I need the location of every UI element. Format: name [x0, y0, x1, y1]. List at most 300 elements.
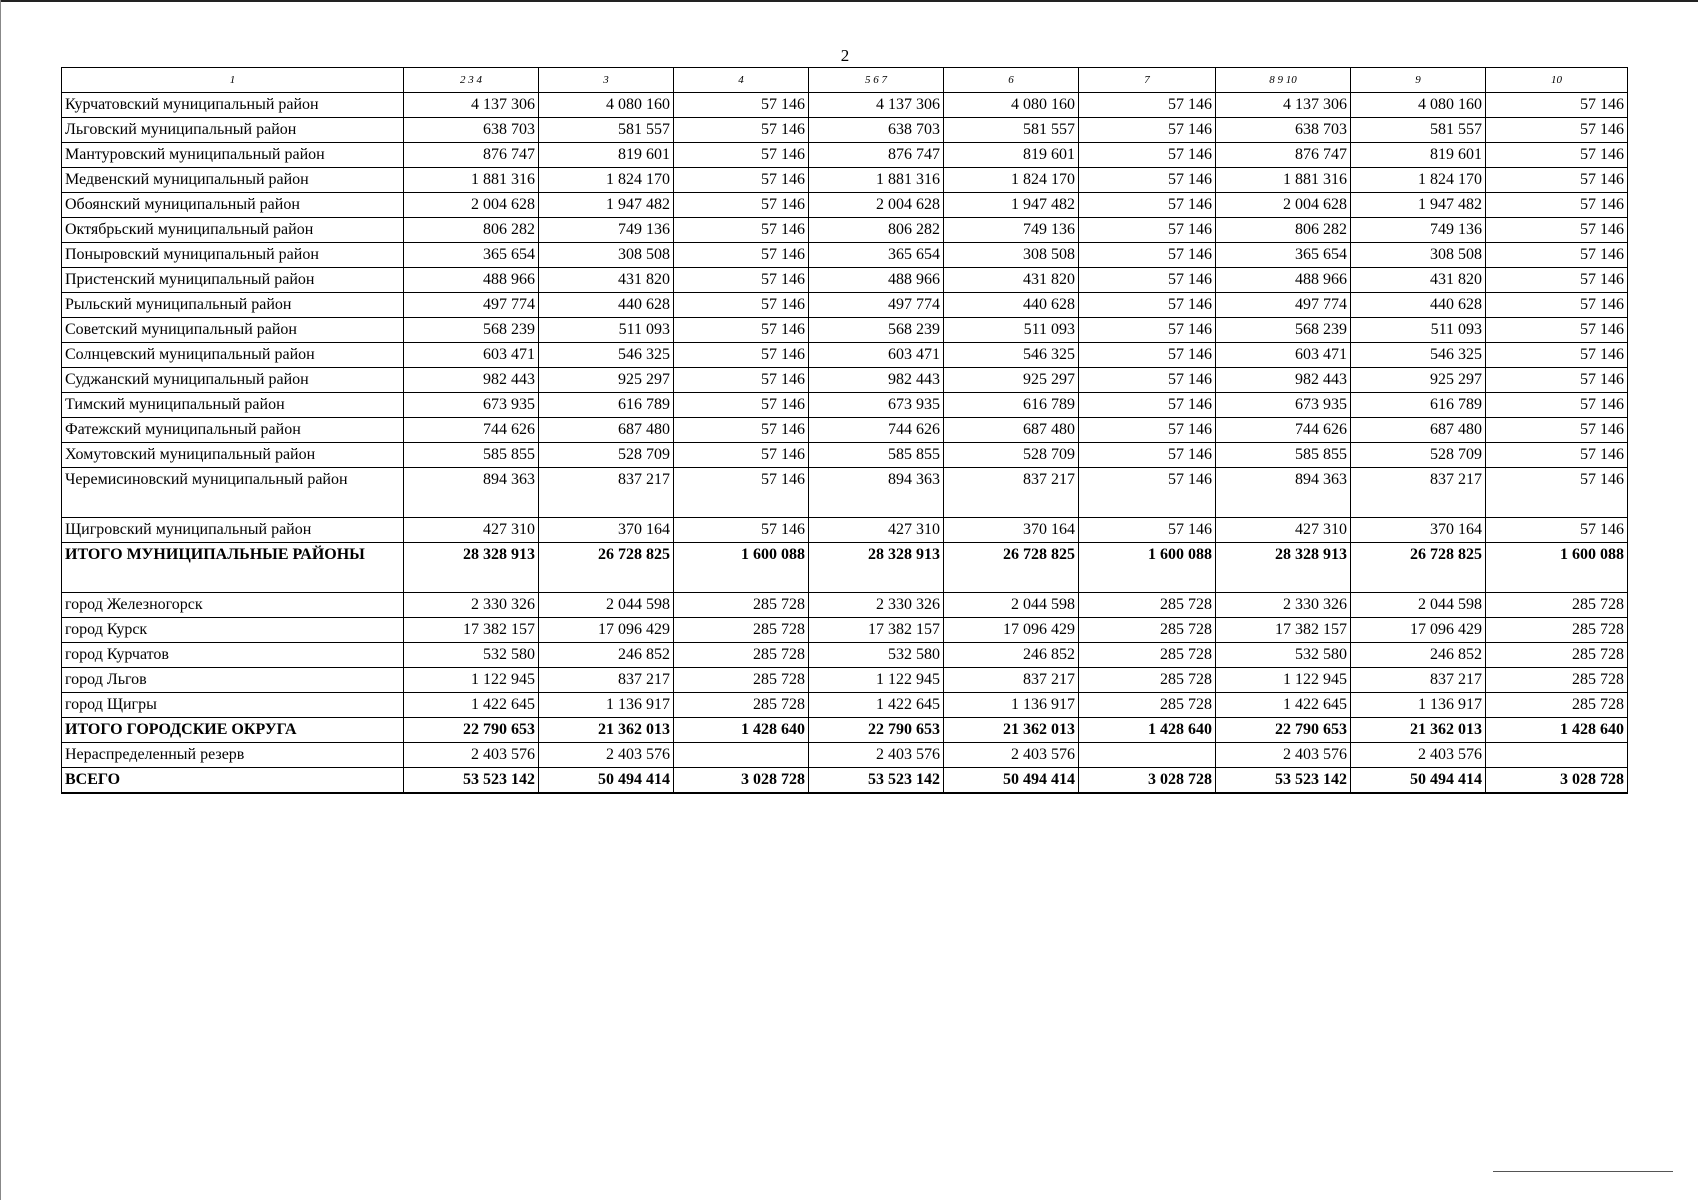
- value-cell-col-5: 1 122 945: [809, 668, 944, 693]
- value-cell-col-8: 1 422 645: [1216, 693, 1351, 718]
- table-row: [62, 393, 1628, 418]
- value-cell-col-9: 528 709: [1351, 443, 1486, 468]
- value-cell-col-8: 894 363: [1216, 468, 1351, 518]
- value-cell-col-2: 488 966: [404, 268, 539, 293]
- row-name-cell: Октябрьский муниципальный район: [62, 218, 404, 243]
- value-cell-col-8: 4 137 306: [1216, 93, 1351, 118]
- value-cell-col-2: 585 855: [404, 443, 539, 468]
- value-cell-col-6: 26 728 825: [944, 543, 1079, 593]
- row-name-cell: город Железногорск: [62, 593, 404, 618]
- value-cell-col-7: [1079, 743, 1216, 768]
- value-cell-col-9: 511 093: [1351, 318, 1486, 343]
- value-cell-col-9: 431 820: [1351, 268, 1486, 293]
- value-cell-col-9: 1 947 482: [1351, 193, 1486, 218]
- value-cell-col-9: 837 217: [1351, 668, 1486, 693]
- table-row: [62, 118, 1628, 143]
- value-cell-col-8: 568 239: [1216, 318, 1351, 343]
- row-name-cell: Пристенский муниципальный район: [62, 268, 404, 293]
- value-cell-col-3: 837 217: [539, 468, 674, 518]
- value-cell-col-3: 616 789: [539, 393, 674, 418]
- scan-left-edge: [0, 0, 1, 1200]
- table-row: [62, 193, 1628, 218]
- value-cell-col-7: 57 146: [1079, 468, 1216, 518]
- value-cell-col-10: 57 146: [1486, 393, 1628, 418]
- value-cell-col-10: 57 146: [1486, 343, 1628, 368]
- row-name-cell: Курчатовский муниципальный район: [62, 93, 404, 118]
- total-row: [62, 718, 1628, 743]
- value-cell-col-6: 546 325: [944, 343, 1079, 368]
- value-cell-col-5: 1 881 316: [809, 168, 944, 193]
- value-cell-col-9: 440 628: [1351, 293, 1486, 318]
- value-cell-col-7: 57 146: [1079, 518, 1216, 543]
- table-row: [62, 643, 1628, 668]
- value-cell-col-4: 57 146: [674, 293, 809, 318]
- value-cell-col-10: 57 146: [1486, 118, 1628, 143]
- value-cell-col-9: 308 508: [1351, 243, 1486, 268]
- value-cell-col-3: 819 601: [539, 143, 674, 168]
- value-cell-col-9: 687 480: [1351, 418, 1486, 443]
- value-cell-col-7: 285 728: [1079, 668, 1216, 693]
- column-number-3: 3: [539, 68, 674, 93]
- value-cell-col-8: 497 774: [1216, 293, 1351, 318]
- value-cell-col-8: 1 122 945: [1216, 668, 1351, 693]
- value-cell-col-9: 581 557: [1351, 118, 1486, 143]
- row-name-cell: Льговский муниципальный район: [62, 118, 404, 143]
- value-cell-col-6: 1 947 482: [944, 193, 1079, 218]
- value-cell-col-7: 57 146: [1079, 193, 1216, 218]
- table-row: [62, 443, 1628, 468]
- table-row: [62, 318, 1628, 343]
- value-cell-col-8: 744 626: [1216, 418, 1351, 443]
- value-cell-col-6: 925 297: [944, 368, 1079, 393]
- value-cell-col-4: 285 728: [674, 668, 809, 693]
- row-name-cell: город Курск: [62, 618, 404, 643]
- value-cell-col-5: 585 855: [809, 443, 944, 468]
- value-cell-col-5: 365 654: [809, 243, 944, 268]
- column-number-7: 7: [1079, 68, 1216, 93]
- value-cell-col-6: 370 164: [944, 518, 1079, 543]
- value-cell-col-3: 26 728 825: [539, 543, 674, 593]
- value-cell-col-2: 532 580: [404, 643, 539, 668]
- table-body: [62, 68, 1628, 794]
- value-cell-col-8: 1 881 316: [1216, 168, 1351, 193]
- value-cell-col-8: 982 443: [1216, 368, 1351, 393]
- value-cell-col-7: 1 600 088: [1079, 543, 1216, 593]
- row-name-cell: Солнцевский муниципальный район: [62, 343, 404, 368]
- value-cell-col-5: 53 523 142: [809, 768, 944, 794]
- value-cell-col-7: 3 028 728: [1079, 768, 1216, 794]
- value-cell-col-5: 638 703: [809, 118, 944, 143]
- value-cell-col-10: 285 728: [1486, 643, 1628, 668]
- value-cell-col-4: 285 728: [674, 593, 809, 618]
- value-cell-col-9: 546 325: [1351, 343, 1486, 368]
- value-cell-col-2: 982 443: [404, 368, 539, 393]
- value-cell-col-4: 57 146: [674, 468, 809, 518]
- value-cell-col-6: 528 709: [944, 443, 1079, 468]
- table-row: [62, 368, 1628, 393]
- value-cell-col-6: 616 789: [944, 393, 1079, 418]
- value-cell-col-8: 17 382 157: [1216, 618, 1351, 643]
- value-cell-col-6: 4 080 160: [944, 93, 1079, 118]
- value-cell-col-5: 876 747: [809, 143, 944, 168]
- value-cell-col-6: 50 494 414: [944, 768, 1079, 794]
- value-cell-col-8: 53 523 142: [1216, 768, 1351, 794]
- value-cell-col-6: 819 601: [944, 143, 1079, 168]
- value-cell-col-4: 57 146: [674, 168, 809, 193]
- value-cell-col-10: 57 146: [1486, 218, 1628, 243]
- value-cell-col-7: 57 146: [1079, 368, 1216, 393]
- value-cell-col-5: 1 422 645: [809, 693, 944, 718]
- value-cell-col-5: 982 443: [809, 368, 944, 393]
- value-cell-col-3: 837 217: [539, 668, 674, 693]
- value-cell-col-10: 57 146: [1486, 243, 1628, 268]
- value-cell-col-6: 749 136: [944, 218, 1079, 243]
- value-cell-col-9: 837 217: [1351, 468, 1486, 518]
- value-cell-col-5: 17 382 157: [809, 618, 944, 643]
- value-cell-col-2: 53 523 142: [404, 768, 539, 794]
- value-cell-col-6: 687 480: [944, 418, 1079, 443]
- value-cell-col-2: 806 282: [404, 218, 539, 243]
- value-cell-col-6: 1 824 170: [944, 168, 1079, 193]
- value-cell-col-2: 365 654: [404, 243, 539, 268]
- value-cell-col-9: 749 136: [1351, 218, 1486, 243]
- column-number-6: 6: [944, 68, 1079, 93]
- value-cell-col-4: 57 146: [674, 193, 809, 218]
- value-cell-col-8: 2 004 628: [1216, 193, 1351, 218]
- value-cell-col-8: 603 471: [1216, 343, 1351, 368]
- value-cell-col-9: 246 852: [1351, 643, 1486, 668]
- value-cell-col-7: 285 728: [1079, 693, 1216, 718]
- value-cell-col-8: 2 330 326: [1216, 593, 1351, 618]
- value-cell-col-6: 511 093: [944, 318, 1079, 343]
- table-row: [62, 218, 1628, 243]
- value-cell-col-4: 57 146: [674, 443, 809, 468]
- table-row: [62, 293, 1628, 318]
- row-name-cell: Щигровский муниципальный район: [62, 518, 404, 543]
- value-cell-col-2: 638 703: [404, 118, 539, 143]
- value-cell-col-4: 1 428 640: [674, 718, 809, 743]
- value-cell-col-9: 50 494 414: [1351, 768, 1486, 794]
- value-cell-col-6: 246 852: [944, 643, 1079, 668]
- value-cell-col-3: 370 164: [539, 518, 674, 543]
- value-cell-col-7: 57 146: [1079, 268, 1216, 293]
- value-cell-col-6: 440 628: [944, 293, 1079, 318]
- value-cell-col-6: 2 044 598: [944, 593, 1079, 618]
- value-cell-col-9: 1 824 170: [1351, 168, 1486, 193]
- value-cell-col-3: 440 628: [539, 293, 674, 318]
- total-row: [62, 768, 1628, 794]
- value-cell-col-5: 2 330 326: [809, 593, 944, 618]
- table-row: [62, 418, 1628, 443]
- table-row: [62, 168, 1628, 193]
- row-name-cell: Рыльский муниципальный район: [62, 293, 404, 318]
- scan-top-edge: [0, 0, 1698, 2]
- value-cell-col-8: 673 935: [1216, 393, 1351, 418]
- value-cell-col-4: 57 146: [674, 243, 809, 268]
- table-row: [62, 518, 1628, 543]
- value-cell-col-10: 57 146: [1486, 143, 1628, 168]
- value-cell-col-6: 17 096 429: [944, 618, 1079, 643]
- row-name-cell: Поныровский муниципальный район: [62, 243, 404, 268]
- value-cell-col-8: 876 747: [1216, 143, 1351, 168]
- value-cell-col-7: 57 146: [1079, 218, 1216, 243]
- value-cell-col-4: 57 146: [674, 418, 809, 443]
- value-cell-col-6: 837 217: [944, 668, 1079, 693]
- table-row: [62, 743, 1628, 768]
- value-cell-col-5: 603 471: [809, 343, 944, 368]
- value-cell-col-8: 2 403 576: [1216, 743, 1351, 768]
- value-cell-col-7: 57 146: [1079, 443, 1216, 468]
- value-cell-col-2: 876 747: [404, 143, 539, 168]
- value-cell-col-5: 4 137 306: [809, 93, 944, 118]
- table-row: [62, 668, 1628, 693]
- value-cell-col-7: 57 146: [1079, 118, 1216, 143]
- value-cell-col-3: 4 080 160: [539, 93, 674, 118]
- value-cell-col-9: 17 096 429: [1351, 618, 1486, 643]
- column-number-10: 10: [1486, 68, 1628, 93]
- value-cell-col-4: 57 146: [674, 143, 809, 168]
- value-cell-col-2: 603 471: [404, 343, 539, 368]
- row-name-cell: город Льгов: [62, 668, 404, 693]
- value-cell-col-8: 585 855: [1216, 443, 1351, 468]
- value-cell-col-7: 57 146: [1079, 418, 1216, 443]
- value-cell-col-10: 1 600 088: [1486, 543, 1628, 593]
- row-name-cell: Черемисиновский муниципальный район: [62, 468, 404, 518]
- value-cell-col-2: 2 403 576: [404, 743, 539, 768]
- value-cell-col-3: 50 494 414: [539, 768, 674, 794]
- value-cell-col-6: 308 508: [944, 243, 1079, 268]
- value-cell-col-4: 3 028 728: [674, 768, 809, 794]
- value-cell-col-7: 57 146: [1079, 343, 1216, 368]
- value-cell-col-3: 749 136: [539, 218, 674, 243]
- value-cell-col-2: 744 626: [404, 418, 539, 443]
- value-cell-col-3: 2 403 576: [539, 743, 674, 768]
- value-cell-col-9: 370 164: [1351, 518, 1486, 543]
- row-name-cell: город Щигры: [62, 693, 404, 718]
- value-cell-col-8: 28 328 913: [1216, 543, 1351, 593]
- value-cell-col-5: 673 935: [809, 393, 944, 418]
- value-cell-col-9: 2 403 576: [1351, 743, 1486, 768]
- value-cell-col-8: 22 790 653: [1216, 718, 1351, 743]
- column-number-8: 8 9 10: [1216, 68, 1351, 93]
- value-cell-col-4: 57 146: [674, 518, 809, 543]
- value-cell-col-3: 1 947 482: [539, 193, 674, 218]
- row-name-cell: Нераспределенный резерв: [62, 743, 404, 768]
- row-name-cell: ИТОГО МУНИЦИПАЛЬНЫЕ РАЙОНЫ: [62, 543, 404, 593]
- value-cell-col-10: 57 146: [1486, 293, 1628, 318]
- value-cell-col-6: 431 820: [944, 268, 1079, 293]
- value-cell-col-7: 285 728: [1079, 593, 1216, 618]
- row-name-cell: Суджанский муниципальный район: [62, 368, 404, 393]
- value-cell-col-8: 365 654: [1216, 243, 1351, 268]
- value-cell-col-5: 744 626: [809, 418, 944, 443]
- value-cell-col-3: 431 820: [539, 268, 674, 293]
- value-cell-col-7: 57 146: [1079, 393, 1216, 418]
- value-cell-col-3: 246 852: [539, 643, 674, 668]
- value-cell-col-2: 894 363: [404, 468, 539, 518]
- row-name-cell: Советский муниципальный район: [62, 318, 404, 343]
- value-cell-col-4: 285 728: [674, 693, 809, 718]
- value-cell-col-5: 2 004 628: [809, 193, 944, 218]
- value-cell-col-9: 2 044 598: [1351, 593, 1486, 618]
- value-cell-col-5: 806 282: [809, 218, 944, 243]
- value-cell-col-2: 497 774: [404, 293, 539, 318]
- row-name-cell: Мантуровский муниципальный район: [62, 143, 404, 168]
- value-cell-col-10: 57 146: [1486, 268, 1628, 293]
- value-cell-col-10: 57 146: [1486, 193, 1628, 218]
- scan-artifact-line: [1493, 1171, 1673, 1172]
- value-cell-col-5: 497 774: [809, 293, 944, 318]
- value-cell-col-6: 1 136 917: [944, 693, 1079, 718]
- value-cell-col-4: 1 600 088: [674, 543, 809, 593]
- value-cell-col-10: 57 146: [1486, 318, 1628, 343]
- value-cell-col-2: 1 122 945: [404, 668, 539, 693]
- value-cell-col-2: 427 310: [404, 518, 539, 543]
- value-cell-col-3: 546 325: [539, 343, 674, 368]
- value-cell-col-2: 2 004 628: [404, 193, 539, 218]
- value-cell-col-9: 616 789: [1351, 393, 1486, 418]
- value-cell-col-5: 22 790 653: [809, 718, 944, 743]
- value-cell-col-9: 4 080 160: [1351, 93, 1486, 118]
- value-cell-col-7: 57 146: [1079, 293, 1216, 318]
- value-cell-col-10: [1486, 743, 1628, 768]
- total-row: [62, 543, 1628, 593]
- value-cell-col-4: [674, 743, 809, 768]
- table-row: [62, 93, 1628, 118]
- column-number-2: 2 3 4: [404, 68, 539, 93]
- row-name-cell: ИТОГО ГОРОДСКИЕ ОКРУГА: [62, 718, 404, 743]
- row-name-cell: Хомутовский муниципальный район: [62, 443, 404, 468]
- value-cell-col-5: 427 310: [809, 518, 944, 543]
- table-row: [62, 468, 1628, 518]
- value-cell-col-5: 28 328 913: [809, 543, 944, 593]
- value-cell-col-10: 57 146: [1486, 518, 1628, 543]
- value-cell-col-10: 3 028 728: [1486, 768, 1628, 794]
- value-cell-col-9: 1 136 917: [1351, 693, 1486, 718]
- row-name-cell: Обоянский муниципальный район: [62, 193, 404, 218]
- value-cell-col-2: 2 330 326: [404, 593, 539, 618]
- value-cell-col-7: 285 728: [1079, 643, 1216, 668]
- value-cell-col-4: 57 146: [674, 343, 809, 368]
- budget-table: [61, 67, 1628, 794]
- table-row: [62, 693, 1628, 718]
- value-cell-col-10: 285 728: [1486, 668, 1628, 693]
- value-cell-col-2: 28 328 913: [404, 543, 539, 593]
- value-cell-col-10: 57 146: [1486, 93, 1628, 118]
- value-cell-col-6: 2 403 576: [944, 743, 1079, 768]
- value-cell-col-10: 57 146: [1486, 468, 1628, 518]
- value-cell-col-2: 4 137 306: [404, 93, 539, 118]
- value-cell-col-2: 17 382 157: [404, 618, 539, 643]
- value-cell-col-4: 57 146: [674, 218, 809, 243]
- value-cell-col-7: 57 146: [1079, 243, 1216, 268]
- value-cell-col-10: 285 728: [1486, 693, 1628, 718]
- value-cell-col-3: 2 044 598: [539, 593, 674, 618]
- value-cell-col-3: 1 136 917: [539, 693, 674, 718]
- value-cell-col-5: 568 239: [809, 318, 944, 343]
- value-cell-col-9: 21 362 013: [1351, 718, 1486, 743]
- value-cell-col-4: 57 146: [674, 368, 809, 393]
- row-name-cell: Тимский муниципальный район: [62, 393, 404, 418]
- value-cell-col-4: 285 728: [674, 618, 809, 643]
- value-cell-col-2: 568 239: [404, 318, 539, 343]
- value-cell-col-4: 57 146: [674, 393, 809, 418]
- value-cell-col-8: 638 703: [1216, 118, 1351, 143]
- value-cell-col-3: 1 824 170: [539, 168, 674, 193]
- value-cell-col-3: 925 297: [539, 368, 674, 393]
- table-row: [62, 343, 1628, 368]
- value-cell-col-5: 488 966: [809, 268, 944, 293]
- value-cell-col-3: 17 096 429: [539, 618, 674, 643]
- value-cell-col-8: 532 580: [1216, 643, 1351, 668]
- row-name-cell: ВСЕГО: [62, 768, 404, 794]
- value-cell-col-10: 57 146: [1486, 368, 1628, 393]
- value-cell-col-8: 427 310: [1216, 518, 1351, 543]
- column-number-5: 5 6 7: [809, 68, 944, 93]
- value-cell-col-2: 1 422 645: [404, 693, 539, 718]
- value-cell-col-10: 57 146: [1486, 418, 1628, 443]
- value-cell-col-5: 894 363: [809, 468, 944, 518]
- value-cell-col-3: 528 709: [539, 443, 674, 468]
- value-cell-col-4: 57 146: [674, 93, 809, 118]
- value-cell-col-4: 285 728: [674, 643, 809, 668]
- value-cell-col-7: 285 728: [1079, 618, 1216, 643]
- value-cell-col-7: 57 146: [1079, 93, 1216, 118]
- value-cell-col-4: 57 146: [674, 268, 809, 293]
- value-cell-col-5: 2 403 576: [809, 743, 944, 768]
- value-cell-col-3: 687 480: [539, 418, 674, 443]
- value-cell-col-7: 57 146: [1079, 143, 1216, 168]
- value-cell-col-7: 1 428 640: [1079, 718, 1216, 743]
- column-number-row: [62, 68, 1628, 93]
- value-cell-col-5: 532 580: [809, 643, 944, 668]
- value-cell-col-6: 837 217: [944, 468, 1079, 518]
- value-cell-col-3: 581 557: [539, 118, 674, 143]
- value-cell-col-2: 22 790 653: [404, 718, 539, 743]
- value-cell-col-2: 1 881 316: [404, 168, 539, 193]
- value-cell-col-8: 806 282: [1216, 218, 1351, 243]
- value-cell-col-10: 1 428 640: [1486, 718, 1628, 743]
- value-cell-col-9: 26 728 825: [1351, 543, 1486, 593]
- page-number: 2: [840, 46, 850, 65]
- table-row: [62, 618, 1628, 643]
- value-cell-col-6: 581 557: [944, 118, 1079, 143]
- column-number-9: 9: [1351, 68, 1486, 93]
- value-cell-col-2: 673 935: [404, 393, 539, 418]
- table-row: [62, 593, 1628, 618]
- column-number-1: 1: [62, 68, 404, 93]
- value-cell-col-7: 57 146: [1079, 318, 1216, 343]
- value-cell-col-3: 21 362 013: [539, 718, 674, 743]
- value-cell-col-10: 285 728: [1486, 618, 1628, 643]
- value-cell-col-10: 57 146: [1486, 443, 1628, 468]
- value-cell-col-3: 511 093: [539, 318, 674, 343]
- value-cell-col-6: 21 362 013: [944, 718, 1079, 743]
- table-row: [62, 268, 1628, 293]
- value-cell-col-9: 925 297: [1351, 368, 1486, 393]
- value-cell-col-4: 57 146: [674, 118, 809, 143]
- table-row: [62, 243, 1628, 268]
- row-name-cell: Медвенский муниципальный район: [62, 168, 404, 193]
- value-cell-col-9: 819 601: [1351, 143, 1486, 168]
- row-name-cell: город Курчатов: [62, 643, 404, 668]
- table-row: [62, 143, 1628, 168]
- value-cell-col-10: 57 146: [1486, 168, 1628, 193]
- value-cell-col-7: 57 146: [1079, 168, 1216, 193]
- value-cell-col-4: 57 146: [674, 318, 809, 343]
- row-name-cell: Фатежский муниципальный район: [62, 418, 404, 443]
- value-cell-col-3: 308 508: [539, 243, 674, 268]
